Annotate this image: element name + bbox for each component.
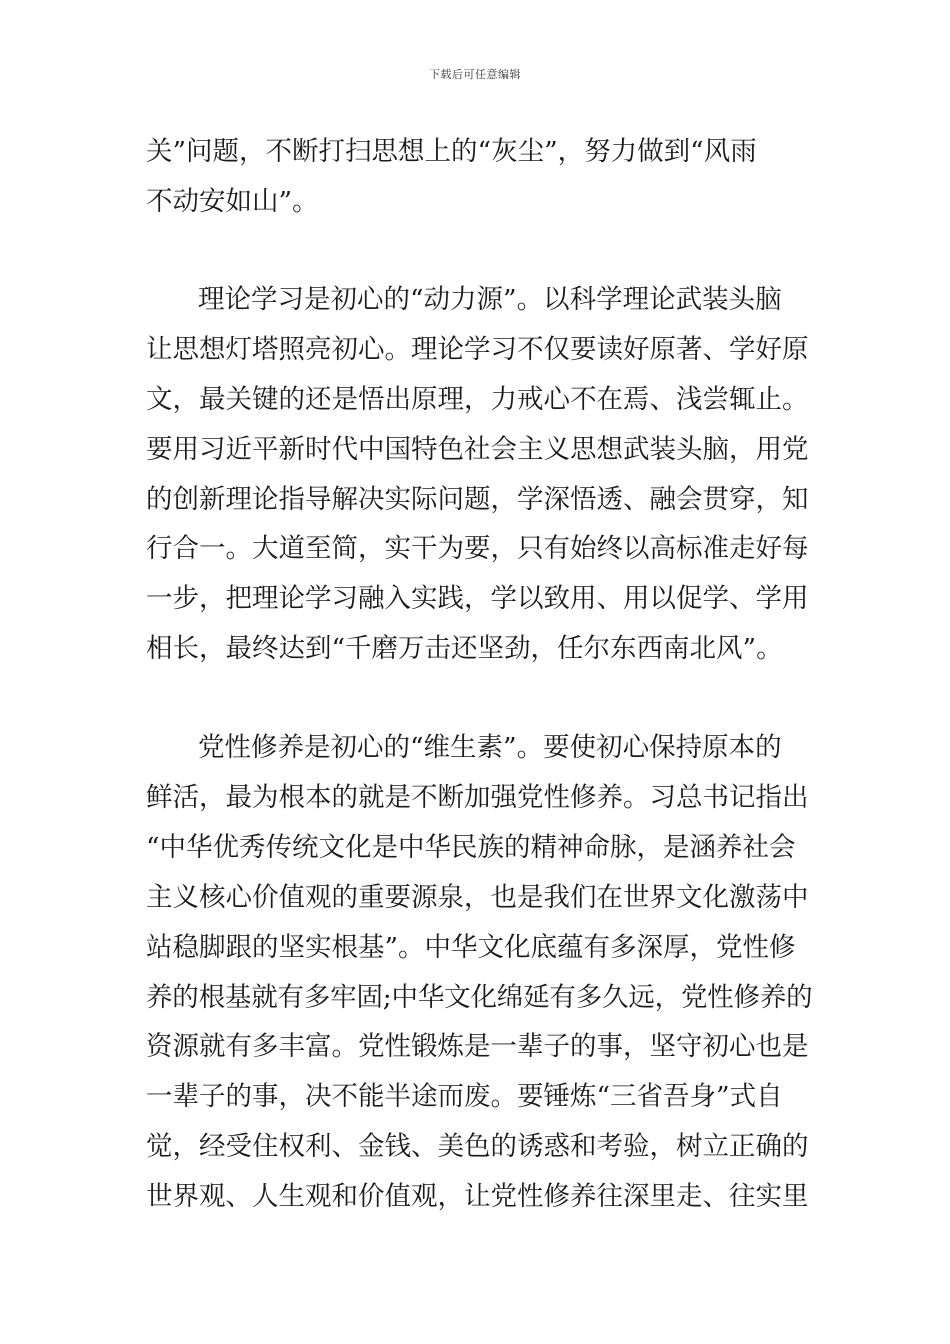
text-line: 鲜活，最为根本的就是不断加强党性修养。习总书记指出: [146, 782, 809, 813]
text-line: 的创新理论指导解决实际问题，学深悟透、融会贯穿，知: [146, 484, 809, 515]
text-line: 理论学习是初心的“动力源”。以科学理论武装头脑: [198, 284, 782, 315]
text-line: 资源就有多丰富。党性锻炼是一辈子的事，坚守初心也是: [146, 1031, 809, 1062]
text-line: 党性修养是初心的“维生素”。要使初心保持原本的: [198, 732, 782, 763]
text-line: “中华优秀传统文化是中华民族的精神命脉，是涵养社会: [146, 832, 796, 863]
text-line: 养的根基就有多牢固;中华文化绵延有多久远，党性修养的: [146, 982, 813, 1013]
text-line: 不动安如山”。: [146, 186, 319, 217]
text-line: 一辈子的事，决不能半途而废。要锤炼“三省吾身”式自: [146, 1081, 783, 1112]
text-line: 要用习近平新时代中国特色社会主义思想武装头脑，用党: [146, 434, 809, 465]
text-line: 觉，经受住权利、金钱、美色的诱惑和考验，树立正确的: [146, 1131, 809, 1162]
text-line: 主义核心价值观的重要源泉，也是我们在世界文化激荡中: [146, 882, 809, 913]
text-line: 行合一。大道至简，实干为要，只有始终以高标准走好每: [146, 533, 809, 564]
text-line: 站稳脚跟的坚实根基”。中华文化底蕴有多深厚，党性修: [146, 932, 796, 963]
text-line: 关”问题，不断打扫思想上的“灰尘”，努力做到“风雨: [146, 136, 757, 167]
text-line: 世界观、人生观和价值观，让党性修养往深里走、往实里: [146, 1181, 809, 1212]
text-line: 一步，把理论学习融入实践，学以致用、用以促学、学用: [146, 583, 809, 614]
text-line: 让思想灯塔照亮初心。理论学习不仅要读好原著、学好原: [146, 334, 809, 365]
text-line: 相长，最终达到“千磨万击还坚劲，任尔东西南北风”。: [146, 633, 783, 664]
page-header: 下载后可任意编辑: [429, 68, 521, 81]
text-line: 文，最关键的还是悟出原理，力戒心不在焉、浅尝辄止。: [146, 384, 809, 415]
